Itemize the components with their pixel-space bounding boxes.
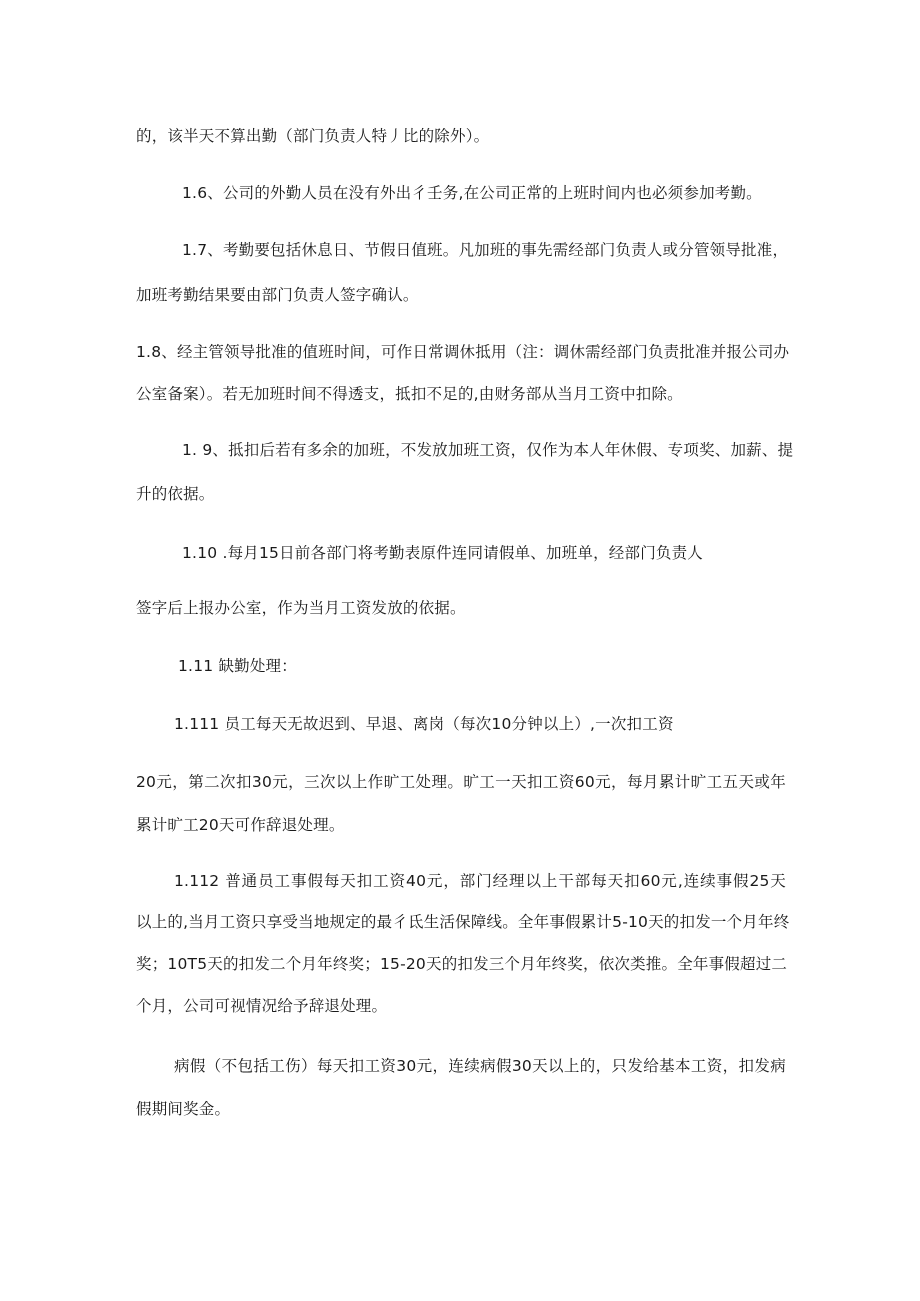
- paragraph-line: 1.111 员工每天无故迟到、早退、离岗（每次10分钟以上）,一次扣工资: [174, 715, 674, 733]
- paragraph-line: 1.10 .每月15日前各部门将考勤表原件连同请假单、加班单，经部门负责人: [182, 544, 703, 562]
- paragraph-line: 1.8、经主管领导批准的值班时间，可作日常调休抵用（注：调休需经部门负责批准并报公司办: [136, 343, 790, 361]
- paragraph-line: 假期间奖金。: [136, 1100, 231, 1118]
- paragraph-line: 1.6、公司的外勤人员在没有外出彳壬务,在公司正常的上班时间内也必须参加考勤。: [182, 184, 762, 202]
- paragraph-line: 签字后上报办公室，作为当月工资发放的依据。: [136, 599, 466, 617]
- paragraph-line: 20元，第二次扣30元，三次以上作旷工处理。旷工一天扣工资60元，每月累计旷工五天或年: [136, 773, 786, 791]
- section-heading: 1.11 缺勤处理：: [178, 657, 297, 675]
- paragraph-line: 病假（不包括工伤）每天扣工资30元，连续病假30天以上的，只发给基本工资，扣发病: [174, 1057, 786, 1075]
- paragraph-line: 以上的,当月工资只享受当地规定的最彳氐生活保障线。全年事假累计5-10天的扣发一个月年终: [136, 913, 790, 931]
- paragraph-line: 升的依据。: [136, 485, 215, 503]
- paragraph-line: 1. 9、抵扣后若有多余的加班，不发放加班工资，仅作为本人年休假、专项奖、加薪、提: [182, 441, 794, 459]
- paragraph-line: 奖；10T5天的扣发二个月年终奖；15-20天的扣发三个月年终奖，依次类推。全年事假超过二: [136, 955, 788, 973]
- paragraph-line: 累计旷工20天可作辞退处理。: [136, 816, 345, 834]
- paragraph-line: 1.112 普通员工事假每天扣工资40元，部门经理以上干部每天扣60元,连续事假25天: [174, 872, 786, 890]
- paragraph-line: 公室备案）。若无加班时间不得透支，抵扣不足的,由财务部从当月工资中扣除。: [136, 385, 683, 403]
- paragraph-line: 1.7、考勤要包括休息日、节假日值班。凡加班的事先需经部门负责人或分管领导批准，: [182, 241, 789, 259]
- paragraph-line: 加班考勤结果要由部门负责人签字确认。: [136, 286, 419, 304]
- paragraph-line: 个月，公司可视情况给予辞退处理。: [136, 997, 388, 1015]
- paragraph-line: 的，该半天不算出勤（部门负责人特丿比的除外）。: [136, 127, 490, 145]
